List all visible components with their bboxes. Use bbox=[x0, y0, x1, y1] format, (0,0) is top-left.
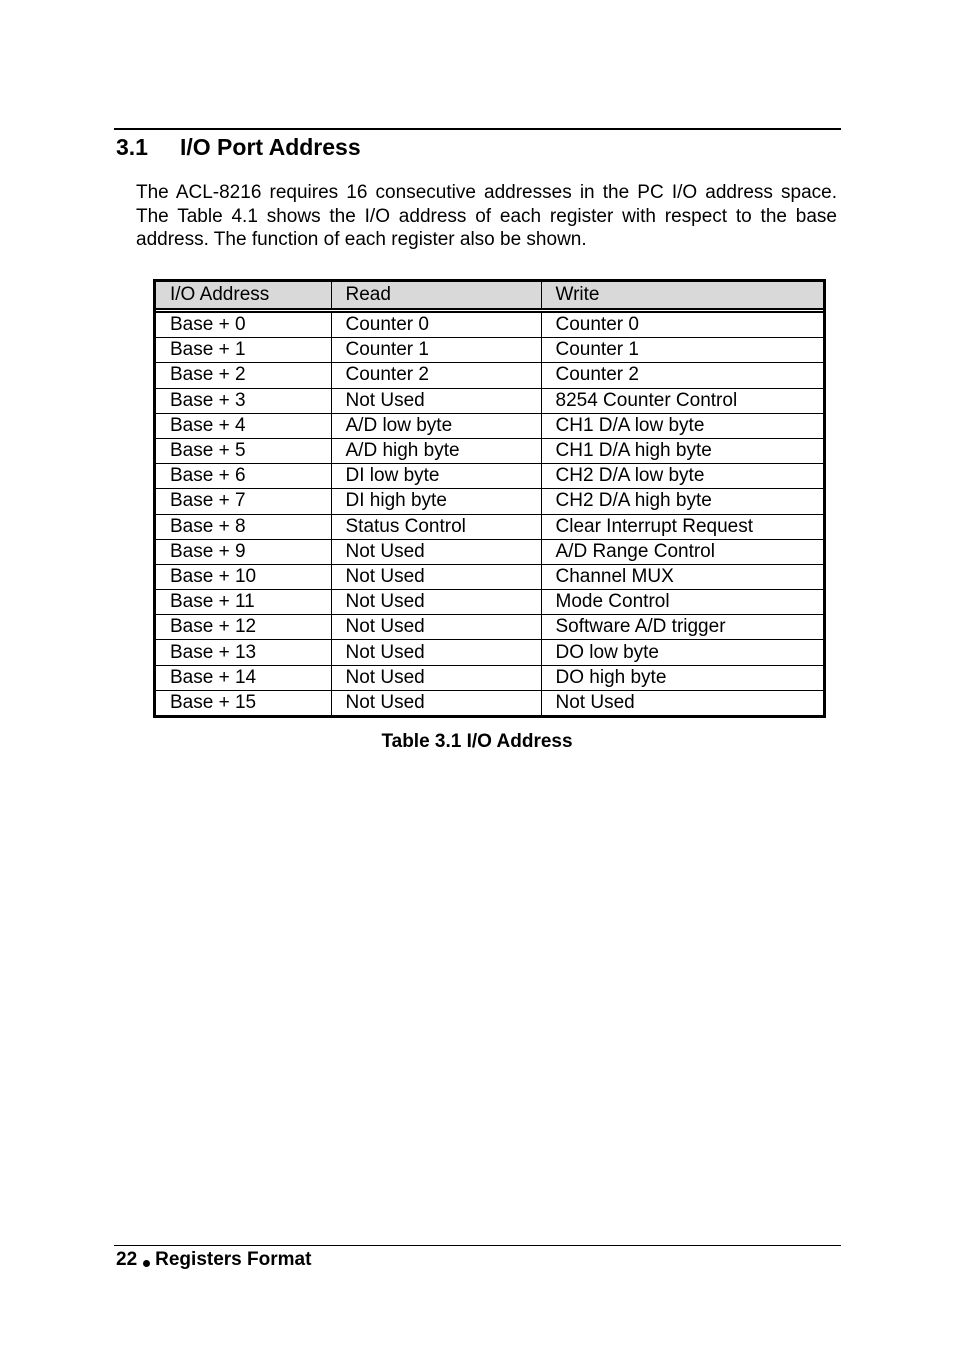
cell-io-address: Base + 1 bbox=[156, 338, 331, 363]
cell-io-address: Base + 15 bbox=[170, 691, 257, 713]
table-row bbox=[156, 311, 823, 338]
cell-io-address: Base + 8 bbox=[156, 514, 331, 539]
cell-io-address: Base + 2 bbox=[156, 363, 331, 388]
table-header-row bbox=[156, 282, 823, 311]
header-io-address: I/O Address bbox=[156, 282, 331, 311]
table-row bbox=[156, 413, 823, 438]
chapter-title: Registers Format bbox=[155, 1249, 312, 1270]
cell-read: Status Control bbox=[331, 514, 541, 539]
cell-io-address: Base + 6 bbox=[156, 464, 331, 489]
cell-read: Counter 2 bbox=[331, 363, 541, 388]
table-row bbox=[156, 464, 823, 489]
table-row bbox=[156, 590, 823, 615]
top-rule bbox=[114, 128, 841, 130]
cell-io-address: Base + 13 bbox=[156, 640, 331, 665]
io-address-table bbox=[156, 282, 823, 715]
cell-io-address: Base + 7 bbox=[156, 489, 331, 514]
cell-read: Not Used bbox=[331, 640, 541, 665]
cell-write: Counter 0 bbox=[541, 311, 823, 338]
table-row bbox=[156, 388, 823, 413]
cell-io-address: Base + 12 bbox=[156, 615, 331, 640]
table-row bbox=[156, 514, 823, 539]
cell-write: Clear Interrupt Request bbox=[541, 514, 823, 539]
table-row bbox=[156, 338, 823, 363]
cell-write: DO high byte bbox=[541, 665, 823, 690]
header-write: Write bbox=[541, 282, 823, 311]
page-number: 22 bbox=[116, 1249, 138, 1270]
cell-read: Not Used bbox=[331, 564, 541, 589]
io-address-table-frame bbox=[153, 279, 826, 718]
cell-read: Not Used bbox=[331, 388, 541, 413]
cell-io-address: Base + 0 bbox=[156, 311, 331, 338]
bullet-icon bbox=[143, 1260, 150, 1267]
header-read: Read bbox=[331, 282, 541, 311]
intro-paragraph: The ACL-8216 requires 16 consecutive addresses in the PC I/O address space. The Table 4.1 shows the I/O address of each register with respect to the base address. The function of each register also be shown. bbox=[136, 182, 837, 250]
cell-write: Mode Control bbox=[541, 590, 823, 615]
cell-write: 8254 Counter Control bbox=[541, 388, 823, 413]
cell-write: Software A/D trigger bbox=[541, 615, 823, 640]
cell-write: CH1 D/A low byte bbox=[541, 413, 823, 438]
section-heading bbox=[116, 132, 361, 162]
cell-write: CH2 D/A high byte bbox=[541, 489, 823, 514]
cell-write: CH1 D/A high byte bbox=[541, 438, 823, 463]
section-title: I/O Port Address bbox=[180, 134, 361, 160]
table-caption: Table 3.1 I/O Address bbox=[381, 731, 573, 752]
cell-io-address: Base + 10 bbox=[156, 564, 331, 589]
cell-read: Not Used bbox=[331, 665, 541, 690]
cell-write: Counter 1 bbox=[541, 338, 823, 363]
cell-write: DO low byte bbox=[541, 640, 823, 665]
bottom-rule bbox=[114, 1245, 841, 1246]
cell-read: Not Used bbox=[331, 615, 541, 640]
cell-write: CH2 D/A low byte bbox=[541, 464, 823, 489]
page-footer bbox=[116, 1248, 311, 1272]
table-row bbox=[156, 489, 823, 514]
cell-io-address: Base + 9 bbox=[156, 539, 331, 564]
table-row bbox=[156, 690, 823, 715]
cell-read: Not Used bbox=[331, 590, 541, 615]
table-body bbox=[156, 311, 823, 716]
table-row bbox=[156, 665, 823, 690]
section-number: 3.1 bbox=[116, 134, 148, 160]
cell-read: Not Used bbox=[331, 690, 541, 715]
cell-read: A/D low byte bbox=[331, 413, 541, 438]
table-row bbox=[156, 438, 823, 463]
cell-io-address: Base + 3 bbox=[156, 388, 331, 413]
cell-write: Not Used bbox=[541, 690, 823, 715]
cell-read: Not Used bbox=[331, 539, 541, 564]
cell-read: Counter 1 bbox=[331, 338, 541, 363]
cell-io-address: Base + 14 bbox=[156, 665, 331, 690]
table-row bbox=[156, 363, 823, 388]
cell-read: A/D high byte bbox=[331, 438, 541, 463]
cell-io-address: Base + 5 bbox=[156, 438, 331, 463]
cell-read: DI low byte bbox=[331, 464, 541, 489]
table-row bbox=[156, 640, 823, 665]
cell-read: DI high byte bbox=[331, 489, 541, 514]
cell-io-address: Base + 4 bbox=[156, 413, 331, 438]
cell-read: Counter 0 bbox=[331, 311, 541, 338]
table-row bbox=[156, 539, 823, 564]
cell-io-address: Base + 11 bbox=[156, 590, 331, 615]
table-row bbox=[156, 615, 823, 640]
cell-write: Channel MUX bbox=[541, 564, 823, 589]
table-row bbox=[156, 564, 823, 589]
cell-write: Counter 2 bbox=[541, 363, 823, 388]
cell-write: A/D Range Control bbox=[541, 539, 823, 564]
